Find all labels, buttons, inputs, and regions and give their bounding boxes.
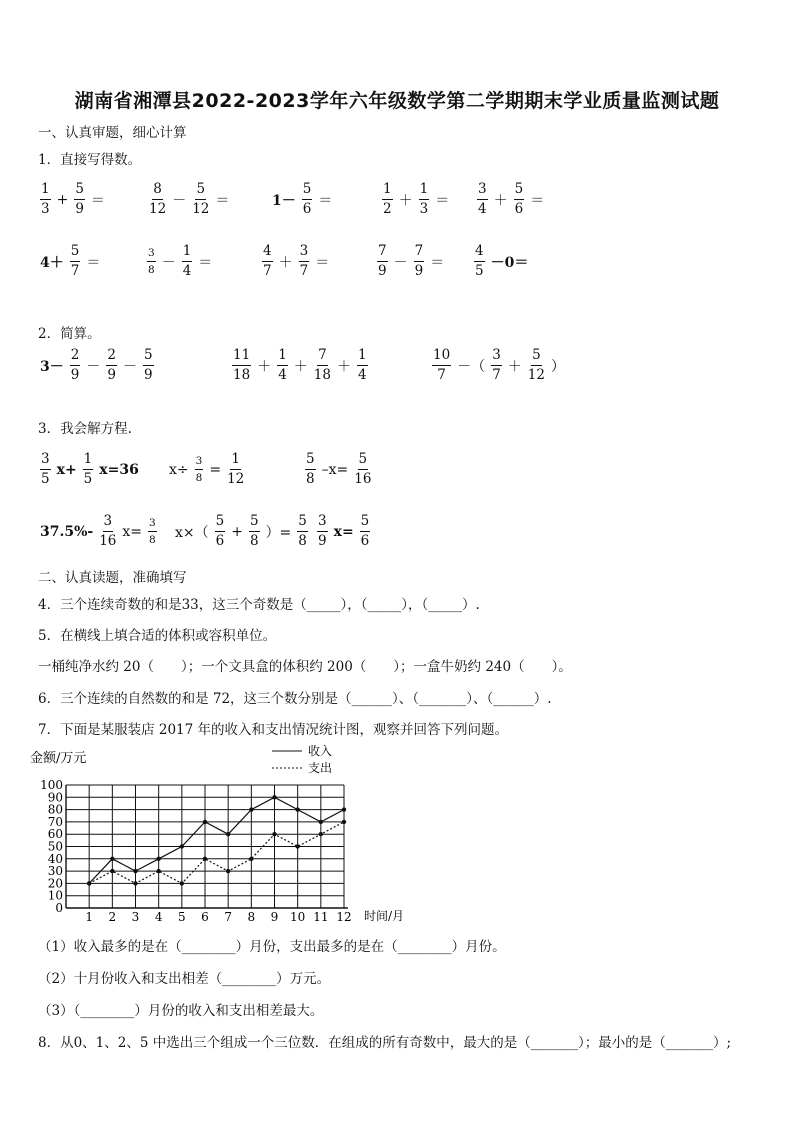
q1-expr-1-2 (147, 183, 231, 216)
denominator: 7 (492, 366, 501, 383)
equals-sign: ＝ (315, 254, 330, 271)
numerator: 3 (299, 245, 310, 262)
numerator: 11 (232, 349, 251, 366)
denominator: 9 (70, 366, 80, 383)
denominator: 5 (475, 262, 484, 279)
data-point-income (295, 807, 299, 811)
numerator: 4 (262, 245, 273, 262)
equals-sign: ＝ (318, 192, 333, 209)
q1-expr-2-3 (260, 245, 331, 278)
data-point-income (226, 832, 230, 836)
denominator: 16 (354, 470, 372, 487)
y-tick-label: 100 (40, 778, 63, 792)
prefix: 3－ (40, 358, 64, 375)
question-5-prompt: 5．在横线上填合适的体积或容积单位。 (38, 628, 277, 644)
data-point-income (180, 844, 184, 848)
y-tick-label: 10 (47, 888, 63, 903)
equals-sign: ＝ (430, 254, 445, 271)
numerator: 3 (477, 183, 488, 200)
denominator: 12 (227, 470, 245, 487)
denominator: 6 (215, 532, 225, 549)
x-tick-label: 6 (201, 910, 209, 924)
y-tick-label: 70 (47, 814, 63, 829)
suffix: －0＝ (490, 254, 529, 271)
numerator: 1 (419, 183, 430, 200)
denominator: 8 (148, 263, 155, 276)
operator: － (86, 358, 101, 375)
q3-eq-6 (315, 515, 372, 548)
question-2-prompt: 2．简算。 (38, 326, 101, 342)
series-line-expense (89, 822, 344, 884)
operator: ）= (265, 524, 292, 541)
question-1-prompt: 1．直接写得数。 (38, 152, 142, 168)
denominator: 9 (107, 366, 116, 383)
income-expense-line-chart (30, 742, 420, 930)
operator: －（ (457, 358, 486, 375)
operator: + (56, 191, 69, 208)
x-tick-label: 10 (290, 910, 306, 924)
x-tick-label: 3 (131, 910, 140, 924)
denominator: 5 (83, 470, 93, 487)
prefix: 37.5%- (40, 523, 94, 540)
numerator: 3 (317, 515, 328, 532)
q1-expr-2-4 (375, 245, 446, 278)
operator: ＋ (493, 192, 508, 209)
numerator: 5 (249, 515, 260, 532)
x-tick-label: 8 (247, 910, 256, 924)
prefix: x÷ (169, 461, 189, 478)
prefix: x×（ (175, 524, 209, 541)
operator: x= (122, 523, 143, 540)
q2-expr-2 (230, 349, 370, 382)
x-tick-label: 9 (270, 910, 279, 924)
operator: ＋ (336, 358, 351, 375)
numerator: 8 (152, 183, 163, 200)
numerator: 5 (302, 183, 313, 200)
suffix: x=36 (99, 461, 139, 478)
section-2-heading: 二、认真读题，准确填写 (38, 570, 187, 586)
operator: － (393, 254, 408, 271)
y-tick-label: 60 (47, 827, 63, 842)
q1-expr-1-1 (38, 183, 107, 216)
denominator: 6 (360, 532, 370, 549)
x-tick-label: 2 (108, 910, 117, 924)
operator: ＋ (507, 358, 522, 375)
numerator: 3 (103, 515, 114, 532)
data-point-income (203, 820, 207, 824)
denominator: 7 (437, 366, 446, 383)
question-6: 6．三个连续的自然数的和是 72，这三个数分别是（______）、（_______）、（______）. (38, 691, 552, 707)
q2-expr-3 (430, 349, 567, 382)
numerator: 3 (195, 456, 204, 470)
denominator: 9 (75, 200, 84, 217)
operator: － (161, 254, 176, 271)
operator: x= (333, 523, 354, 540)
numerator: 5 (215, 515, 226, 532)
denominator: 8 (195, 471, 203, 484)
q3-eq-5 (173, 515, 310, 548)
data-point-income (249, 807, 253, 811)
numerator: 10 (432, 349, 451, 366)
operator: ＋ (398, 192, 413, 209)
numerator: 3 (148, 518, 157, 532)
operator: ＋ (278, 254, 293, 271)
data-point-expense (110, 869, 114, 873)
data-point-expense (133, 881, 137, 885)
x-tick-label: 7 (224, 910, 232, 924)
denominator: 18 (313, 366, 331, 383)
operator: = (209, 461, 222, 478)
y-tick-label: 0 (55, 901, 63, 915)
data-point-expense (295, 844, 299, 848)
y-axis-label: 金额/万元 (30, 751, 87, 766)
q1-expr-1-3 (270, 183, 334, 216)
x-tick-label: 12 (336, 910, 352, 924)
numerator: 3 (147, 248, 156, 262)
numerator: 1 (230, 453, 241, 470)
equals-sign: ＝ (90, 192, 105, 209)
denominator: 4 (478, 200, 487, 217)
question-5-blanks: 一桶纯净水约 20（ ）；一个文具盒的体积约 200（ ）；一盒牛奶约 240（ ）。 (38, 659, 572, 675)
q3-eq-4 (38, 515, 159, 548)
numerator: 3 (40, 453, 51, 470)
data-point-income (342, 807, 346, 811)
q1-expr-2-2 (145, 245, 214, 278)
data-point-income (272, 795, 276, 799)
prefix: 1－ (272, 192, 296, 209)
legend-expense-label: 支出 (308, 761, 333, 775)
denominator: 12 (149, 200, 167, 217)
denominator: 2 (383, 200, 392, 217)
data-point-income (156, 857, 160, 861)
numerator: 7 (317, 349, 328, 366)
legend-income-label: 收入 (308, 744, 333, 758)
question-3-prompt: 3．我会解方程. (38, 421, 132, 437)
numerator: 4 (474, 245, 485, 262)
q1-expr-1-4 (380, 183, 451, 216)
numerator: 1 (277, 349, 288, 366)
denominator: 5 (41, 470, 50, 487)
x-tick-label: 4 (154, 910, 163, 924)
numerator: 2 (70, 349, 81, 366)
numerator: 1 (40, 183, 51, 200)
equals-sign: ＝ (530, 192, 545, 209)
numerator: 1 (382, 183, 393, 200)
data-point-income (110, 857, 114, 861)
y-tick-label: 50 (47, 839, 63, 854)
denominator: 7 (299, 262, 309, 279)
denominator: 12 (527, 366, 545, 383)
q1-expr-2-5 (472, 245, 530, 278)
question-8: 8．从0、1、2、5 中选出三个组成一个三位数．在组成的所有奇数中，最大的是（_______）；最小的是（_______）; (38, 1035, 732, 1051)
denominator: 9 (414, 262, 424, 279)
denominator: 9 (318, 532, 327, 549)
close-paren: ） (550, 358, 565, 375)
y-tick-label: 30 (47, 864, 63, 879)
page-title: 湖南省湘潭县2022-2023学年六年级数学第二学期期末学业质量监测试题 (74, 90, 720, 112)
numerator: 5 (297, 515, 308, 532)
data-point-expense (249, 857, 253, 861)
y-tick-label: 40 (47, 851, 63, 866)
denominator: 3 (41, 200, 50, 217)
denominator: 8 (149, 533, 156, 546)
question-7-prompt: 7．下面是某服装店 2017 年的收入和支出情况统计图，观察并回答下列问题。 (38, 722, 509, 738)
q2-expr-1 (38, 349, 156, 382)
equals-sign: ＝ (435, 192, 450, 209)
numerator: 5 (70, 245, 81, 262)
y-tick-label: 20 (47, 876, 63, 891)
numerator: 5 (195, 183, 206, 200)
operator: － (172, 192, 187, 209)
denominator: 7 (70, 262, 80, 279)
denominator: 3 (419, 200, 429, 217)
operator: x+ (56, 461, 77, 478)
question-7-2: （2）十月份收入和支出相差（________）万元。 (38, 971, 331, 987)
operator: ＋ (257, 358, 272, 375)
denominator: 9 (378, 262, 387, 279)
data-point-expense (203, 857, 207, 861)
numerator: 7 (414, 245, 425, 262)
section-1-heading: 一、认真审题，细心计算 (38, 125, 187, 141)
numerator: 1 (83, 453, 94, 470)
operator: + (231, 523, 243, 540)
data-point-expense (272, 832, 276, 836)
numerator: 1 (357, 349, 368, 366)
x-axis-label: 时间/月 (364, 909, 405, 923)
denominator: 6 (302, 200, 312, 217)
numerator: 1 (182, 245, 193, 262)
y-tick-label: 80 (47, 802, 63, 817)
numerator: 2 (106, 349, 117, 366)
numerator: 5 (358, 453, 369, 470)
q1-expr-1-5 (475, 183, 546, 216)
numerator: 5 (143, 349, 154, 366)
denominator: 8 (306, 470, 315, 487)
numerator: 5 (305, 453, 316, 470)
y-tick-label: 90 (47, 790, 63, 805)
data-point-expense (156, 869, 160, 873)
denominator: 4 (182, 262, 192, 279)
operator: － (122, 358, 137, 375)
data-point-expense (226, 869, 230, 873)
numerator: 5 (74, 183, 85, 200)
operator: –x= (321, 461, 349, 478)
numerator: 5 (514, 183, 525, 200)
data-point-expense (180, 881, 184, 885)
denominator: 9 (143, 366, 153, 383)
data-point-income (319, 820, 323, 824)
data-point-expense (342, 820, 346, 824)
q3-eq-2 (167, 453, 246, 486)
equals-sign: ＝ (198, 254, 213, 271)
denominator: 18 (233, 366, 251, 383)
data-point-expense (87, 881, 91, 885)
denominator: 7 (263, 262, 272, 279)
denominator: 8 (298, 532, 307, 549)
question-7-1: （1）收入最多的是在（________）月份，支出最多的是在（________）月份。 (38, 939, 506, 955)
equals-sign: ＝ (86, 254, 101, 271)
prefix: 4＋ (40, 254, 64, 271)
numerator: 3 (491, 349, 502, 366)
operator: ＋ (293, 358, 308, 375)
denominator: 6 (514, 200, 524, 217)
series-line-income (89, 797, 344, 883)
numerator: 5 (360, 515, 371, 532)
x-tick-label: 1 (85, 910, 93, 924)
q3-eq-1 (38, 453, 141, 486)
x-tick-label: 5 (178, 910, 186, 924)
denominator: 8 (249, 532, 259, 549)
denominator: 16 (99, 532, 117, 549)
question-7-3: （3）（________）月份的收入和支出相差最大。 (38, 1003, 324, 1019)
numerator: 5 (531, 349, 542, 366)
data-point-expense (319, 832, 323, 836)
numerator: 7 (377, 245, 388, 262)
question-4: 4．三个连续奇数的和是33，这三个奇数是（_____），（_____），（_____）. (38, 597, 480, 613)
denominator: 12 (192, 200, 210, 217)
data-point-income (133, 869, 137, 873)
denominator: 4 (278, 366, 287, 383)
q3-eq-3 (303, 453, 373, 486)
x-tick-label: 11 (313, 910, 329, 924)
q1-expr-2-1 (38, 245, 102, 278)
equals-sign: ＝ (215, 192, 230, 209)
denominator: 4 (357, 366, 367, 383)
